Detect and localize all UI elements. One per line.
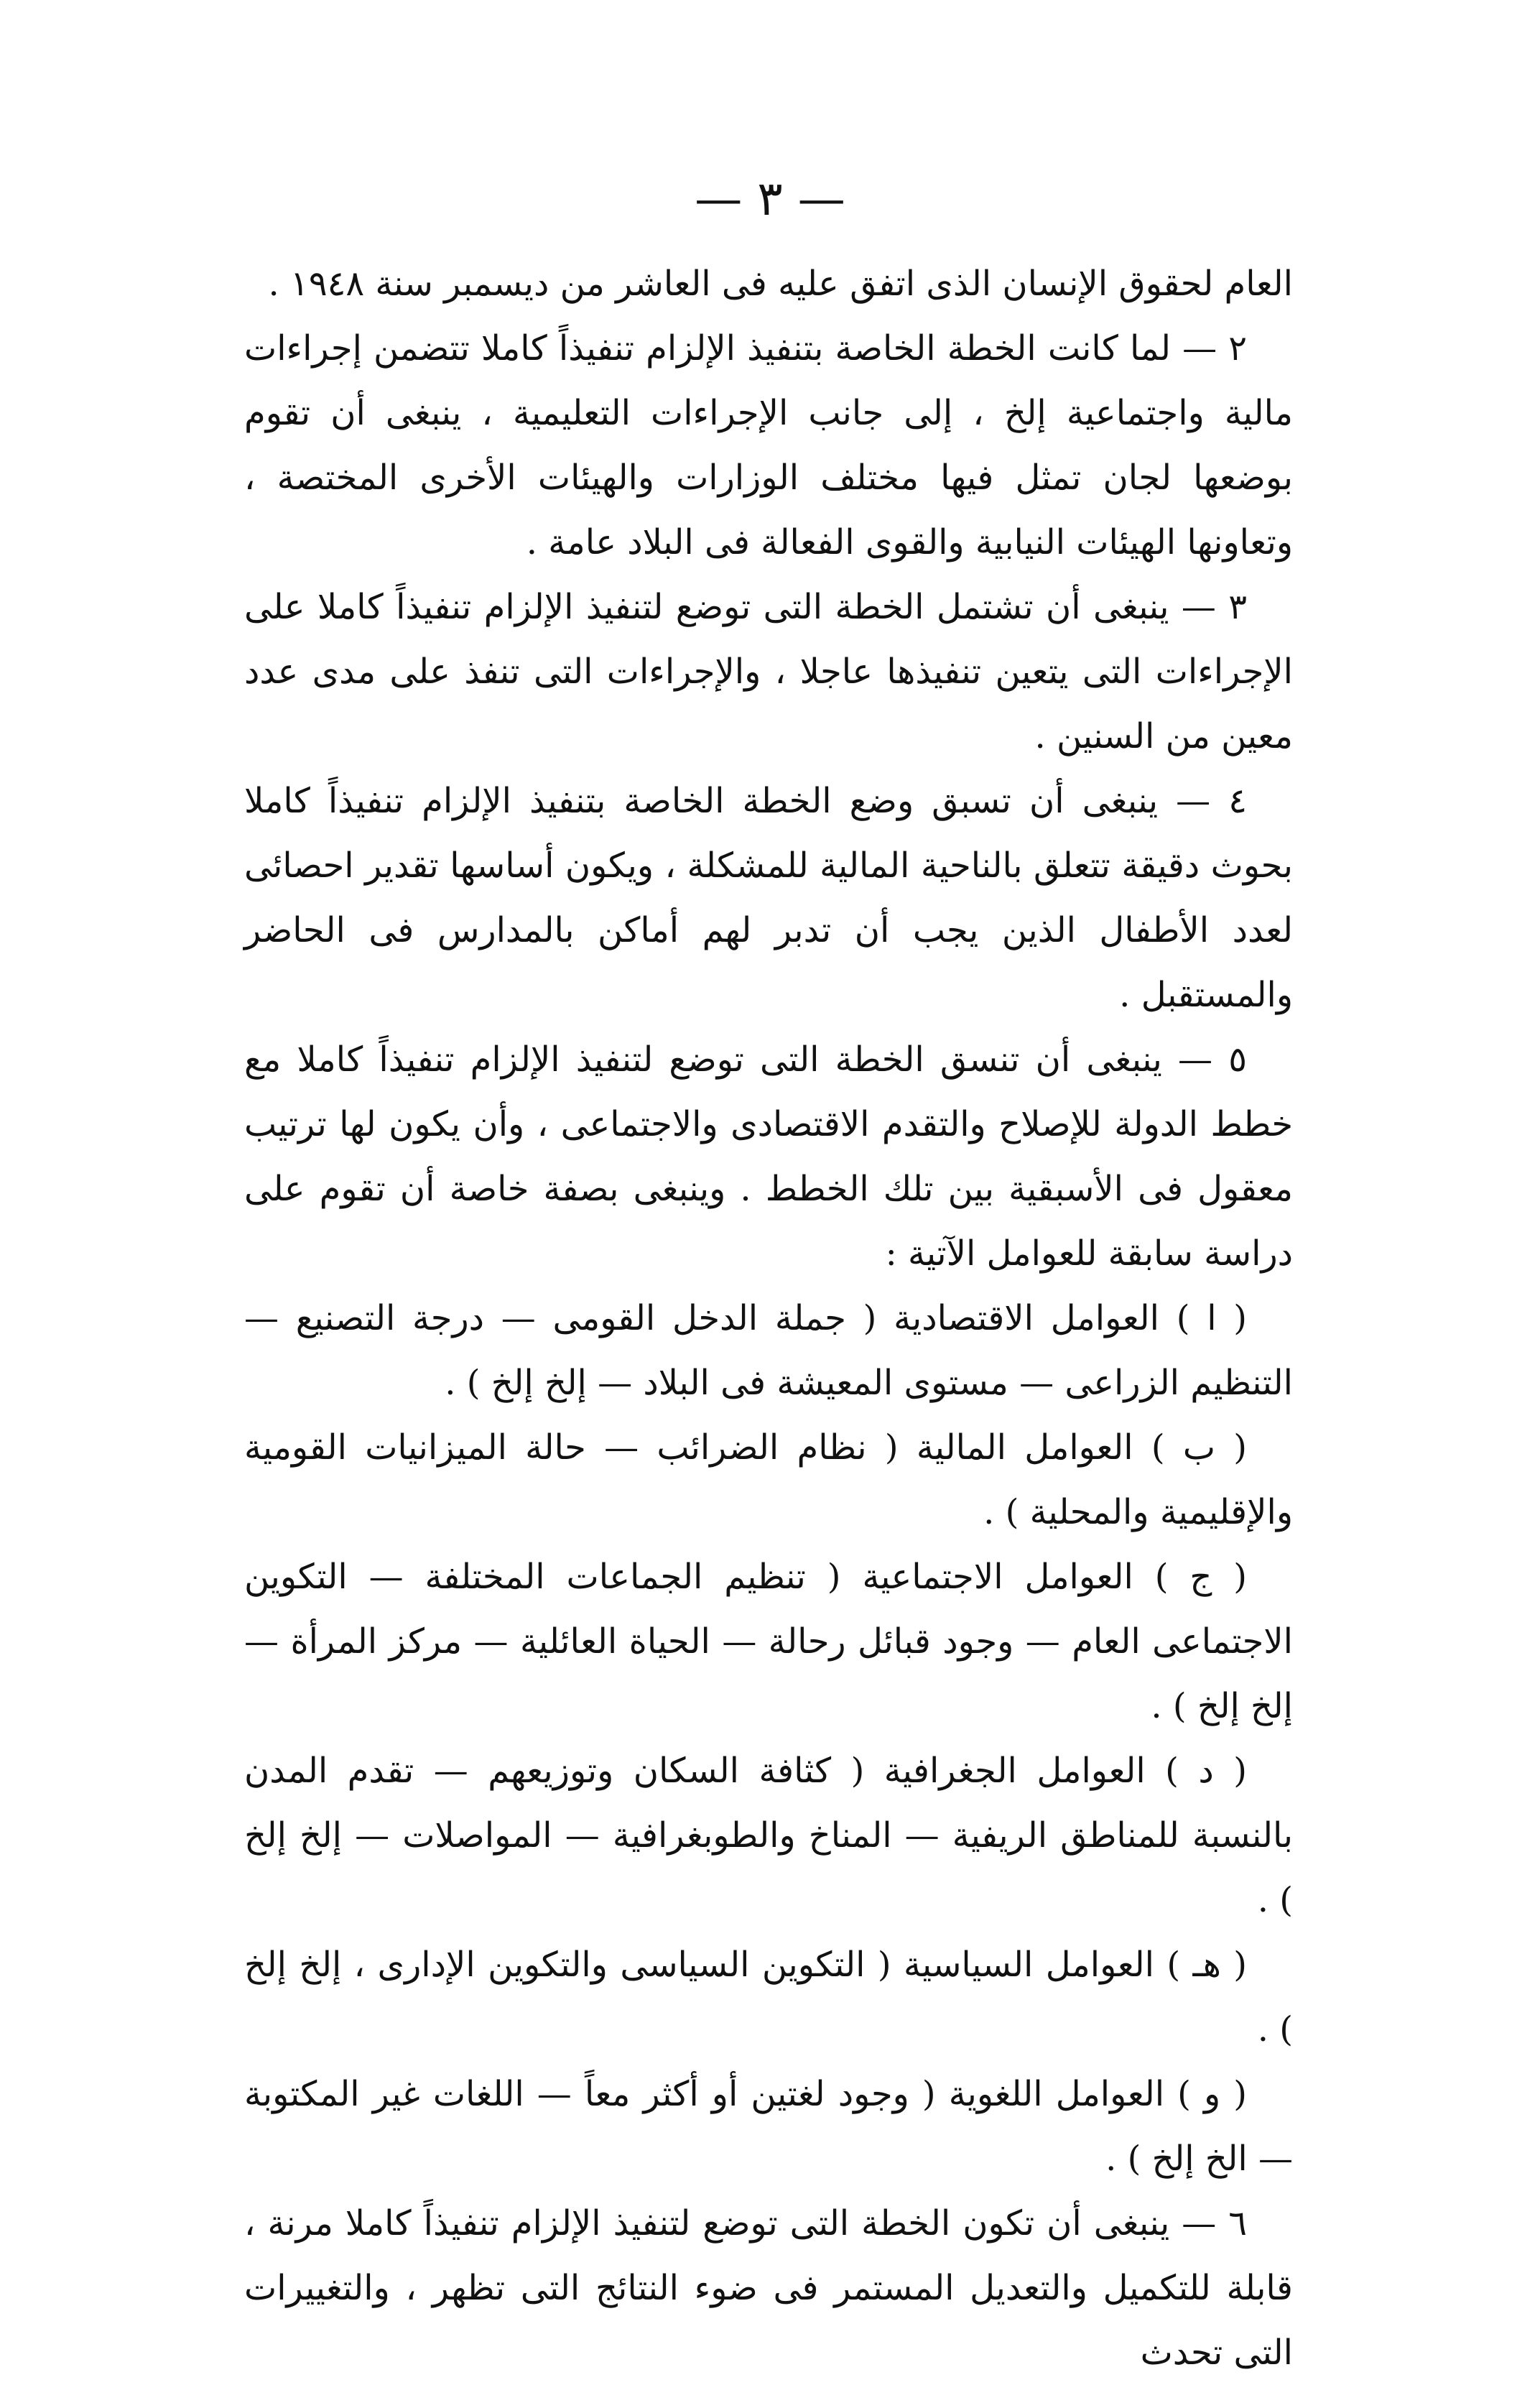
list-item-c: ( ج ) العوامل الاجتماعية ( تنظيم الجماعات المختلفة — التكوين الاجتماعى العام — وجود قبائل رحالة — الحياة العائلية — مركز المرأة — إلخ إلخ ) . <box>244 1557 1293 1726</box>
paragraph-continuation: العام لحقوق الإنسان الذى اتفق عليه فى العاشر من ديسمبر سنة ١٩٤٨ . <box>268 264 1293 304</box>
document-body <box>244 251 1293 2385</box>
list-item-d: ( د ) العوامل الجغرافية ( كثافة السكان وتوزيعهم — تقدم المدن بالنسبة للمناطق الريفية — المناخ والطوبغرافية — المواصلات — إلخ إلخ ) . <box>244 1751 1293 1920</box>
list-item-e: ( هـ ) العوامل السياسية ( التكوين السياسى والتكوين الإدارى ، إلخ إلخ ) . <box>244 1945 1293 2050</box>
list-item-a: ( ا ) العوامل الاقتصادية ( جملة الدخل القومى — درجة التصنيع — التنظيم الزراعى — مستوى المعيشة فى البلاد — إلخ إلخ ) . <box>244 1298 1293 1403</box>
paragraph-2: ٢ — لما كانت الخطة الخاصة بتنفيذ الإلزام تنفيذاً كاملا تتضمن إجراءات مالية واجتماعية إلخ ، إلى جانب الإجراءات التعليمية ، ينبغى أن تقوم بوضعها لجان تمثل فيها مختلف الوزارات والهيئات الأخرى المختصة ، وتعاونها الهيئات النيابية والقوى الفعالة فى البلاد عامة . <box>244 328 1294 562</box>
paragraph-5: ٥ — ينبغى أن تنسق الخطة التى توضع لتنفيذ الإلزام تنفيذاً كاملا مع خطط الدولة للإصلاح والتقدم الاقتصادى والاجتماعى ، وأن يكون لها ترتيب معقول فى الأسبقية بين تلك الخطط . وينبغى بصفة خاصة أن تقوم على دراسة سابقة للعوامل الآتية : <box>244 1039 1293 1274</box>
list-item-b: ( ب ) العوامل المالية ( نظام الضرائب — حالة الميزانيات القومية والإقليمية والمحلية ) . <box>244 1427 1293 1532</box>
paragraph-3: ٣ — ينبغى أن تشتمل الخطة التى توضع لتنفيذ الإلزام تنفيذاً كاملا على الإجراءات التى يتعين تنفيذها عاجلا ، والإجراءات التى تنفذ على مدى عدد معين من السنين . <box>244 587 1293 756</box>
list-item-f: ( و ) العوامل اللغوية ( وجود لغتين أو أكثر معاً — اللغات غير المكتوبة — الخ إلخ ) . <box>244 2074 1293 2179</box>
paragraph-4: ٤ — ينبغى أن تسبق وضع الخطة الخاصة بتنفيذ الإلزام تنفيذاً كاملا بحوث دقيقة تتعلق بالناحية المالية للمشكلة ، ويكون أساسها تقدير احصائى لعدد الأطفال الذين يجب أن تدبر لهم أماكن بالمدارس فى الحاضر والمستقبل . <box>244 781 1294 1015</box>
page-number: — ٣ — <box>695 171 845 226</box>
paragraph-6: ٦ — ينبغى أن تكون الخطة التى توضع لتنفيذ الإلزام تنفيذاً كاملا مرنة ، قابلة للتكميل والتعديل المستمر فى ضوء النتائج التى تظهر ، والتغييرات التى تحدث <box>244 2203 1294 2373</box>
